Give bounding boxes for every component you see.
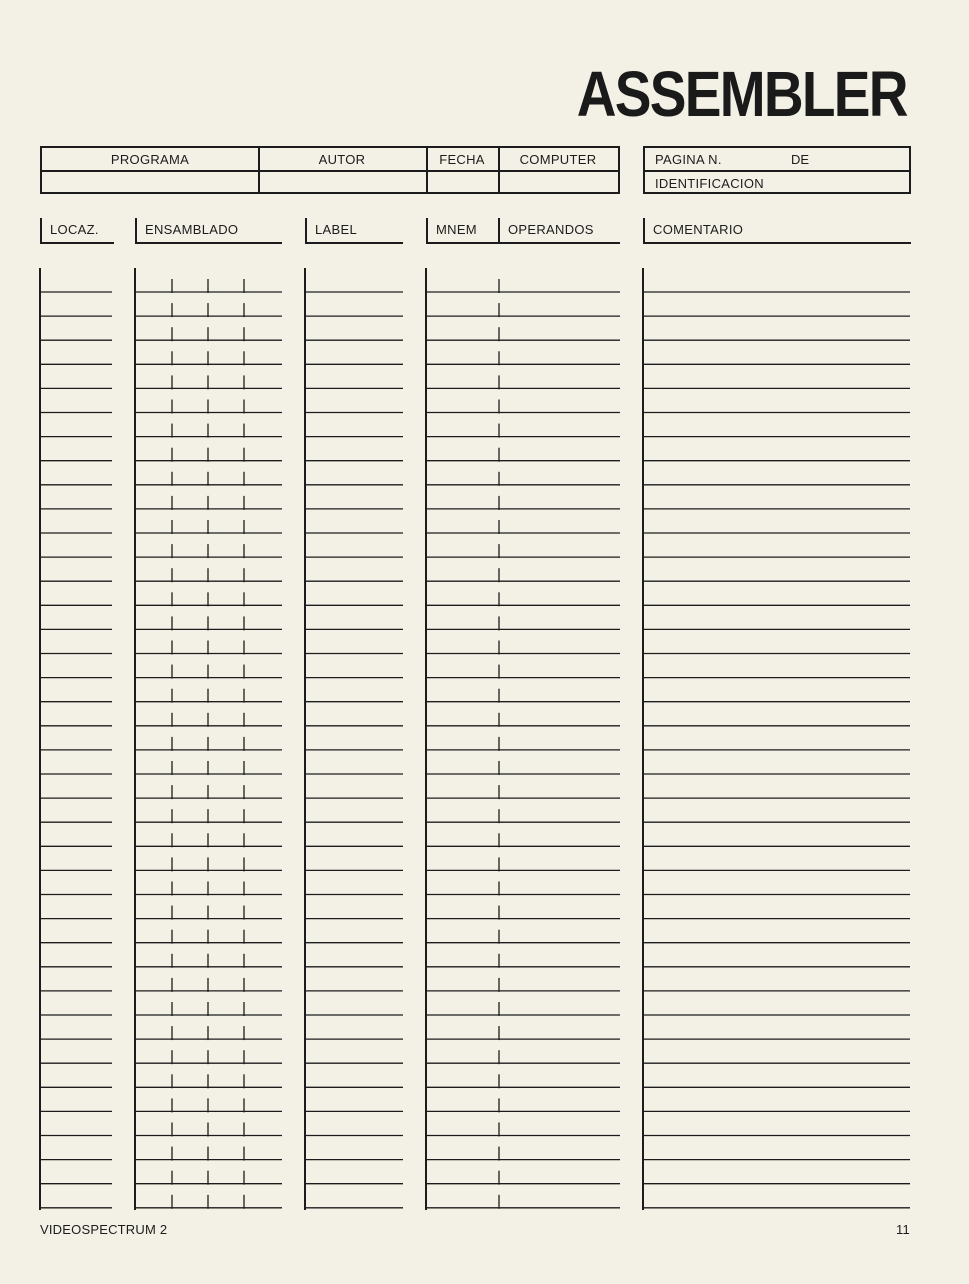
operandos-label: OPERANDOS (508, 222, 594, 237)
pagina-label: PAGINA N. (655, 152, 722, 167)
footer-page-number: 11 (896, 1222, 910, 1237)
computer-label: COMPUTER (519, 152, 597, 167)
de-label: DE (791, 152, 810, 167)
label-label: LABEL (315, 222, 357, 237)
fecha-label: FECHA (439, 152, 485, 167)
page-title: ASSEMBLER (576, 58, 907, 130)
identificacion-label: IDENTIFICACION (655, 176, 764, 191)
autor-label: AUTOR (318, 152, 366, 167)
programa-label: PROGRAMA (110, 152, 190, 167)
comentario-label: COMENTARIO (653, 222, 744, 237)
mnem-label: MNEM (436, 222, 477, 237)
locaz-label: LOCAZ. (50, 222, 99, 237)
ensamblado-label: ENSAMBLADO (145, 222, 239, 237)
footer-publication: VIDEOSPECTRUM 2 (40, 1222, 168, 1237)
